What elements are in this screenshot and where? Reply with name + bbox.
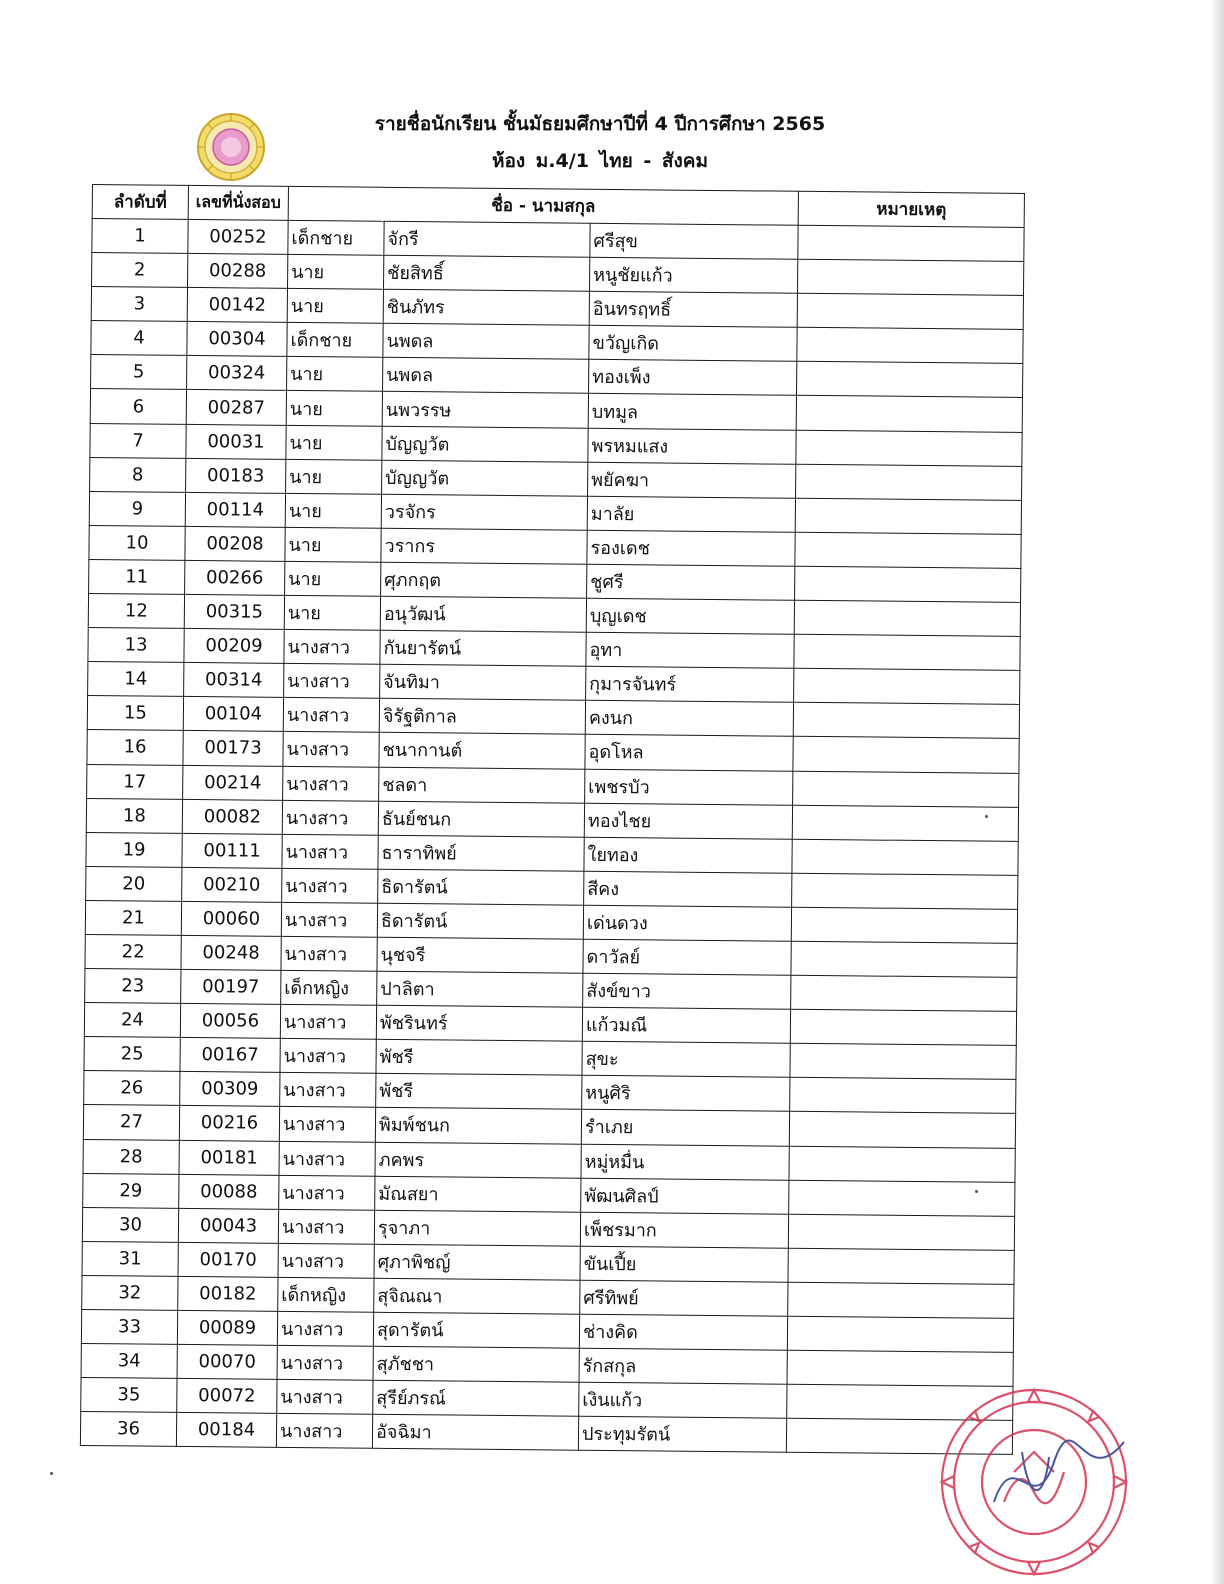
row-note	[797, 293, 1023, 329]
row-first-name: จักรี	[384, 221, 590, 257]
row-seat-number: 00182	[178, 1276, 278, 1311]
row-last-name: เงินแก้ว	[579, 1382, 787, 1418]
row-note	[788, 1248, 1014, 1284]
row-number: 1	[92, 219, 188, 254]
row-first-name: จิรัฐติกาล	[379, 699, 585, 735]
row-note	[797, 259, 1023, 295]
row-first-name: กันยารัตน์	[380, 630, 586, 666]
row-number: 31	[82, 1241, 178, 1276]
row-last-name: คงนก	[585, 701, 793, 737]
row-prefix: นางสาว	[281, 936, 377, 971]
row-last-name: อุทา	[586, 632, 794, 668]
row-number: 29	[83, 1173, 179, 1208]
row-first-name: ภคพร	[375, 1142, 581, 1178]
row-note	[794, 600, 1020, 636]
row-seat-number: 00114	[185, 492, 285, 527]
row-seat-number: 00209	[184, 629, 284, 664]
row-last-name: ทองไชย	[584, 803, 792, 839]
row-last-name: ทองเพ็ง	[589, 360, 797, 396]
header-seat: เลขที่นั่งสอบ	[188, 185, 288, 220]
row-prefix: นางสาว	[281, 902, 377, 937]
row-seat-number: 00216	[179, 1106, 279, 1141]
row-note	[794, 634, 1020, 670]
row-note	[789, 1112, 1015, 1148]
row-prefix: นาย	[287, 357, 383, 392]
row-first-name: วรากร	[381, 528, 587, 564]
row-seat-number: 00314	[184, 663, 284, 698]
row-seat-number: 00043	[178, 1208, 278, 1243]
row-prefix: นางสาว	[276, 1414, 372, 1449]
row-number: 7	[90, 423, 186, 458]
row-number: 11	[89, 559, 185, 594]
document-subtitle: ห้อง ม.4/1 ไทย - สังคม	[491, 150, 708, 172]
row-last-name: หมู่หมื่น	[581, 1144, 789, 1180]
row-first-name: ชลดา	[379, 767, 585, 803]
row-first-name: นพดล	[383, 324, 589, 360]
row-note	[792, 839, 1018, 875]
row-number: 21	[85, 900, 181, 935]
row-last-name: รักสกุล	[579, 1348, 787, 1384]
row-first-name: ธันย์ชนก	[378, 801, 584, 837]
row-number: 23	[85, 969, 181, 1004]
school-seal-stamp	[934, 1382, 1134, 1582]
row-seat-number: 00167	[180, 1038, 280, 1073]
row-prefix: นางสาว	[284, 664, 380, 699]
row-prefix: นาย	[285, 527, 381, 562]
row-prefix: นางสาว	[279, 1141, 375, 1176]
row-note	[789, 1146, 1015, 1182]
row-note	[788, 1214, 1014, 1250]
row-prefix: นาย	[285, 561, 381, 596]
row-last-name: หนูชัยแก้ว	[589, 257, 797, 293]
row-prefix: นาย	[287, 289, 383, 324]
row-last-name: บุญเดช	[586, 598, 794, 634]
row-number: 32	[82, 1275, 178, 1310]
row-first-name: บัญญวัต	[382, 426, 588, 462]
row-last-name: ชูศรี	[587, 564, 795, 600]
row-prefix: นางสาว	[280, 1039, 376, 1074]
row-number: 34	[81, 1344, 177, 1379]
row-prefix: นางสาว	[277, 1311, 373, 1346]
row-first-name: นพดล	[383, 358, 589, 394]
row-last-name: ศรีสุข	[590, 223, 798, 259]
row-number: 33	[81, 1309, 177, 1344]
row-note	[796, 464, 1022, 500]
row-last-name: เด่นดวง	[583, 905, 791, 941]
row-seat-number: 00056	[180, 1004, 280, 1039]
row-seat-number: 00309	[180, 1072, 280, 1107]
row-note	[793, 737, 1019, 773]
row-number: 5	[91, 355, 187, 390]
row-seat-number: 00208	[185, 526, 285, 561]
row-seat-number: 00088	[179, 1174, 279, 1209]
row-last-name: สุขะ	[582, 1041, 790, 1077]
row-prefix: นางสาว	[280, 1005, 376, 1040]
row-seat-number: 00142	[187, 288, 287, 323]
school-logo	[196, 112, 266, 182]
row-note	[795, 532, 1021, 568]
row-prefix: นางสาว	[278, 1243, 374, 1278]
row-first-name: สุดารัตน์	[373, 1312, 579, 1348]
row-seat-number: 00266	[185, 560, 285, 595]
row-first-name: พิมพ์ชนก	[375, 1108, 581, 1144]
row-seat-number: 00197	[181, 969, 281, 1004]
row-seat-number: 00170	[178, 1242, 278, 1277]
scan-edge	[1212, 0, 1224, 1584]
row-first-name: วรจักร	[381, 494, 587, 530]
row-note	[791, 941, 1017, 977]
row-note	[788, 1282, 1014, 1318]
row-last-name: พยัคฆา	[588, 462, 796, 498]
row-first-name: นพวรรษ	[382, 392, 588, 428]
row-first-name: ชนากานต์	[379, 733, 585, 769]
row-prefix: นางสาว	[284, 629, 380, 664]
row-seat-number: 00181	[179, 1140, 279, 1175]
row-number: 8	[90, 457, 186, 492]
row-first-name: สุรีย์ภรณ์	[373, 1380, 579, 1416]
row-number: 3	[91, 287, 187, 322]
row-first-name: พัชรี	[376, 1074, 582, 1110]
row-number: 30	[82, 1207, 178, 1242]
row-note	[796, 430, 1022, 466]
row-last-name: รองเดช	[587, 530, 795, 566]
row-first-name: สุภัชชา	[373, 1346, 579, 1382]
row-seat-number: 00214	[183, 765, 283, 800]
row-note	[790, 1009, 1016, 1045]
row-number: 16	[87, 730, 183, 765]
row-note	[793, 703, 1019, 739]
row-first-name: พัชรินทร์	[376, 1005, 582, 1041]
row-seat-number: 00173	[183, 731, 283, 766]
row-last-name: ขวัญเกิด	[589, 326, 797, 362]
table-body	[80, 219, 1024, 1455]
row-prefix: นางสาว	[278, 1209, 374, 1244]
row-first-name: ศุภกฤต	[381, 562, 587, 598]
row-note	[797, 328, 1023, 364]
row-prefix: เด็กชาย	[288, 220, 384, 255]
row-seat-number: 00060	[181, 901, 281, 936]
row-last-name: พรหมแสง	[588, 428, 796, 464]
row-number: 15	[87, 696, 183, 731]
row-first-name: มัณสยา	[375, 1176, 581, 1212]
row-seat-number: 00304	[187, 322, 287, 357]
row-number: 6	[90, 389, 186, 424]
row-last-name: บทมูล	[588, 394, 796, 430]
row-last-name: เพชรบัว	[585, 769, 793, 805]
row-note	[796, 396, 1022, 432]
scan-speck	[985, 815, 988, 818]
row-last-name: แก้วมณี	[582, 1007, 790, 1043]
row-seat-number: 00210	[182, 867, 282, 902]
row-note	[794, 668, 1020, 704]
row-number: 19	[86, 832, 182, 867]
row-first-name: นุชจรี	[377, 937, 583, 973]
row-first-name: รุจาภา	[374, 1210, 580, 1246]
row-note	[795, 566, 1021, 602]
row-prefix: นางสาว	[279, 1107, 375, 1142]
row-number: 24	[84, 1003, 180, 1038]
row-first-name: ชัยสิทธิ์	[384, 255, 590, 291]
row-prefix: นาย	[284, 595, 380, 630]
row-last-name: อินทรฤทธิ์	[589, 291, 797, 327]
row-first-name: ธิดารัตน์	[378, 869, 584, 905]
row-first-name: พัชรี	[376, 1040, 582, 1076]
student-roster-table	[80, 184, 1025, 1455]
row-prefix: นาย	[286, 459, 382, 494]
row-last-name: กุมารจันทร์	[586, 666, 794, 702]
row-note	[795, 498, 1021, 534]
row-number: 22	[85, 934, 181, 969]
row-number: 17	[87, 764, 183, 799]
row-note	[789, 1180, 1015, 1216]
row-first-name: ศุภาพิชญ์	[374, 1244, 580, 1280]
row-prefix: นาย	[286, 425, 382, 460]
row-last-name: ขันเปี้ย	[580, 1246, 788, 1282]
row-seat-number: 00089	[177, 1310, 277, 1345]
row-prefix: นาย	[285, 493, 381, 528]
row-note	[790, 1078, 1016, 1114]
row-note	[791, 907, 1017, 943]
row-last-name: สีคง	[584, 871, 792, 907]
row-first-name: อนุวัฒน์	[380, 596, 586, 632]
row-number: 36	[80, 1412, 176, 1447]
scan-speck	[50, 1472, 53, 1475]
row-number: 13	[88, 628, 184, 663]
row-prefix: เด็กชาย	[287, 323, 383, 358]
row-last-name: ใยทอง	[584, 837, 792, 873]
row-prefix: นางสาว	[280, 1073, 376, 1108]
row-number: 2	[92, 253, 188, 288]
row-first-name: สุจิณณา	[374, 1278, 580, 1314]
row-number: 14	[88, 662, 184, 697]
row-number: 12	[88, 594, 184, 629]
row-first-name: อัจฉิมา	[372, 1415, 578, 1451]
row-prefix: นางสาว	[283, 698, 379, 733]
row-note	[787, 1316, 1013, 1352]
row-last-name: ช่างคิด	[579, 1314, 787, 1350]
row-last-name: เพ็ชรมาก	[580, 1212, 788, 1248]
document-title: รายชื่อนักเรียน ชั้นมัธยมศึกษาปีที่ 4 ปีการศึกษา 2565	[374, 113, 826, 135]
row-seat-number: 00104	[183, 697, 283, 732]
row-first-name: ธิดารัตน์	[377, 903, 583, 939]
row-seat-number: 00183	[186, 458, 286, 493]
row-last-name: สังข์ขาว	[583, 973, 791, 1009]
row-prefix: นางสาว	[282, 834, 378, 869]
header-name: ชื่อ - นามสกุล	[288, 186, 798, 225]
row-last-name: พัฒนศิลป์	[581, 1178, 789, 1214]
row-prefix: นางสาว	[279, 1175, 375, 1210]
row-number: 20	[86, 866, 182, 901]
row-last-name: อุดโหล	[585, 735, 793, 771]
row-last-name: ประทุมรัตน์	[578, 1417, 786, 1453]
row-number: 10	[89, 525, 185, 560]
row-number: 4	[91, 321, 187, 356]
row-last-name: ศรีทิพย์	[580, 1280, 788, 1316]
row-number: 35	[81, 1378, 177, 1413]
row-prefix: นางสาว	[283, 732, 379, 767]
row-prefix: เด็กหญิง	[281, 970, 377, 1005]
row-number: 25	[84, 1037, 180, 1072]
row-first-name: จันทิมา	[380, 665, 586, 701]
row-note	[793, 771, 1019, 807]
row-seat-number: 00315	[184, 594, 284, 629]
header-note: หมายเหตุ	[798, 191, 1024, 227]
row-seat-number: 00252	[188, 219, 288, 254]
row-last-name: มาลัย	[587, 496, 795, 532]
row-seat-number: 00082	[182, 799, 282, 834]
row-number: 9	[89, 491, 185, 526]
row-number: 27	[83, 1105, 179, 1140]
row-last-name: รำเภย	[581, 1110, 789, 1146]
row-seat-number: 00111	[182, 833, 282, 868]
row-seat-number: 00287	[186, 390, 286, 425]
row-note	[797, 362, 1023, 398]
row-prefix: เด็กหญิง	[278, 1277, 374, 1312]
row-seat-number: 00288	[188, 254, 288, 289]
row-seat-number: 00324	[187, 356, 287, 391]
row-prefix: นางสาว	[283, 766, 379, 801]
row-seat-number: 00248	[181, 935, 281, 970]
row-note	[790, 1043, 1016, 1079]
row-last-name: ดาวัลย์	[583, 939, 791, 975]
row-first-name: ธาราทิพย์	[378, 835, 584, 871]
row-note	[792, 805, 1018, 841]
row-seat-number: 00184	[176, 1413, 276, 1448]
row-first-name: ปาลิตา	[377, 971, 583, 1007]
header-no: ลำดับที่	[92, 185, 188, 220]
row-prefix: นาย	[286, 391, 382, 426]
row-seat-number: 00031	[186, 424, 286, 459]
row-note	[791, 975, 1017, 1011]
row-note	[792, 873, 1018, 909]
row-number: 18	[86, 798, 182, 833]
row-prefix: นางสาว	[282, 868, 378, 903]
row-prefix: นาย	[288, 254, 384, 289]
row-first-name: บัญญวัต	[382, 460, 588, 496]
row-prefix: นางสาว	[277, 1380, 373, 1415]
row-number: 26	[84, 1071, 180, 1106]
row-prefix: นางสาว	[277, 1345, 373, 1380]
row-last-name: หนูศิริ	[582, 1076, 790, 1112]
row-number: 28	[83, 1139, 179, 1174]
row-prefix: นางสาว	[282, 800, 378, 835]
row-seat-number: 00070	[177, 1344, 277, 1379]
scan-speck	[975, 1190, 978, 1193]
row-first-name: ชินภัทร	[383, 289, 589, 325]
row-seat-number: 00072	[177, 1379, 277, 1414]
row-note	[798, 225, 1024, 261]
